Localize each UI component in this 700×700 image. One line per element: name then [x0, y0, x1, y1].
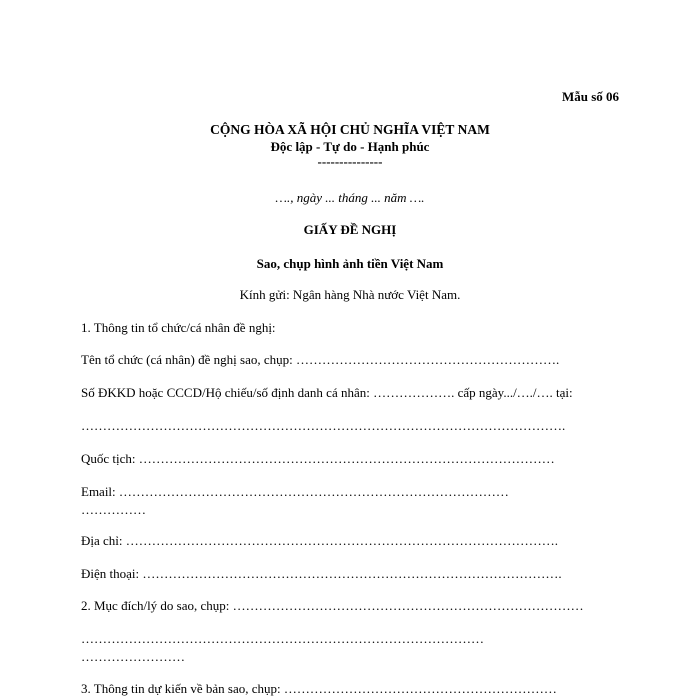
motto-divider: ---------------	[317, 154, 383, 169]
nationality-field: Quốc tịch: ……………………………………………………………………………………	[81, 451, 555, 466]
national-motto: Độc lập - Tự do - Hạnh phúc	[270, 139, 430, 154]
country-name: CỘNG HÒA XÃ HỘI CHỦ NGHĨA VIỆT NAM	[210, 122, 490, 137]
document-title: GIẤY ĐỀ NGHỊ	[303, 222, 397, 237]
recipient-line: Kính gửi: Ngân hàng Nhà nước Việt Nam.	[239, 287, 461, 302]
email-continuation: ……………	[81, 502, 146, 517]
form-number: Mẫu số 06	[561, 89, 619, 104]
document-subtitle: Sao, chụp hình ảnh tiền Việt Nam	[256, 256, 444, 271]
section-1-heading: 1. Thông tin tổ chức/cá nhân đề nghị:	[81, 320, 276, 335]
purpose-continuation-2: ……………………	[81, 649, 185, 664]
phone-field: Điện thoại: …………………………………………………………………………………….	[81, 566, 562, 581]
identification-continuation: ………………………………………………………………………………………………….	[81, 418, 566, 433]
date-line: …., ngày ... tháng ... năm ….	[275, 190, 425, 205]
address-field: Địa chỉ: ……………………………………………………………………………………….	[81, 533, 559, 548]
purpose-continuation: …………………………………………………………………………………	[81, 631, 484, 646]
section-3-copy-info: 3. Thông tin dự kiến về bản sao, chụp: ………………………………………………………	[81, 681, 557, 696]
section-2-purpose: 2. Mục đích/lý do sao, chụp: ………………………………………………………………………	[81, 598, 584, 613]
email-field: Email: ………………………………………………………………………………	[81, 484, 509, 499]
identification-field: Số ĐKKD hoặc CCCD/Hộ chiếu/số định danh cá nhân: ………………. cấp ngày.../…./…. tại:	[81, 385, 573, 400]
organization-name-field: Tên tổ chức (cá nhân) đề nghị sao, chụp: …………………………………………………….	[81, 352, 560, 367]
